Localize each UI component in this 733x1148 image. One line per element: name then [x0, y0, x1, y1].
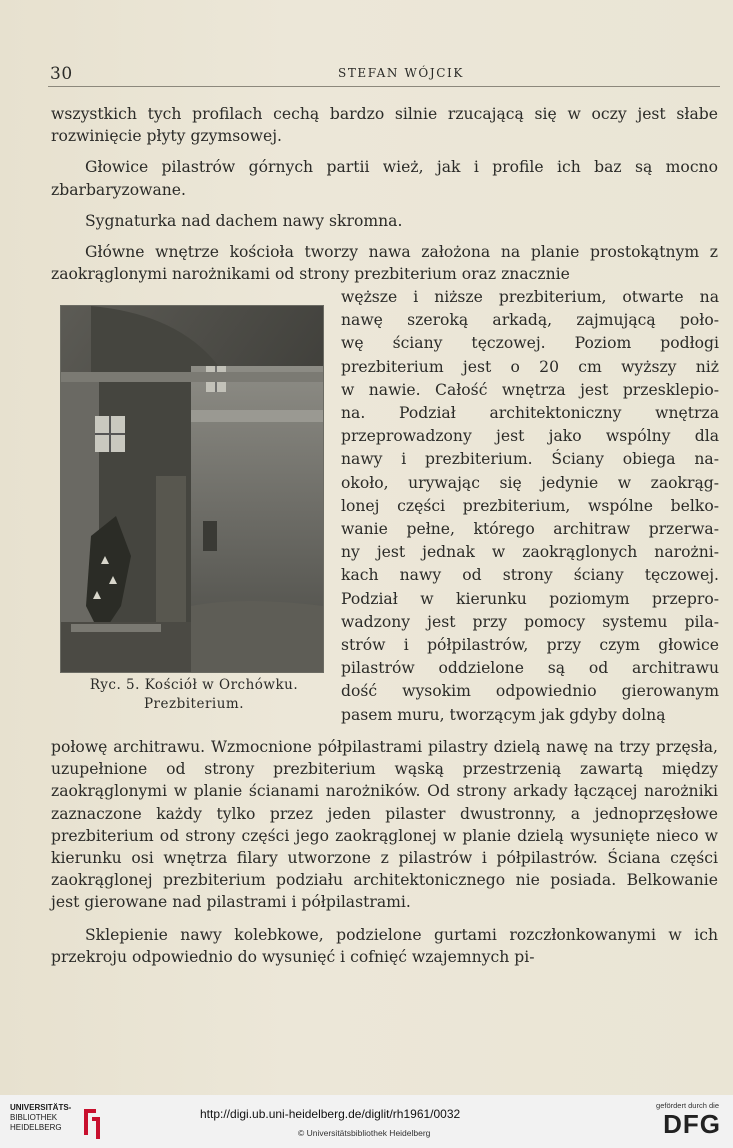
text-line: nawę szeroką arkadą, zajmującą poło- — [341, 311, 719, 330]
text-line: około, urywając się jedynie w zaokrąg- — [341, 473, 719, 492]
text-line: prezbiterium jest o 20 cm wyższy niż — [341, 357, 719, 376]
text-line: na. Podział architektoniczny wnętrza — [341, 404, 719, 423]
viewer-footer — [0, 1095, 733, 1148]
paragraph: Sygnaturka nad dachem nawy skromna. — [85, 211, 403, 230]
permalink-url[interactable]: http://digi.ub.uni-heidelberg.de/diglit/rh1961/0032 — [200, 1107, 461, 1121]
funding-note: gefördert durch die — [656, 1101, 719, 1110]
dfg-logo: DFG — [663, 1109, 721, 1139]
caption-title: Ryc. 5. Kościół w Orchówku. — [89, 677, 299, 693]
text-line: pasem muru, tworzącym jak gdyby dolną — [341, 705, 666, 724]
text-line: węższe i niższe prezbiterium, otwarte na — [341, 288, 719, 306]
paragraph: Sklepienie nawy kolebkowe, podzielone gurtami rozczłonkowanymi w ich przekroju odpowiednio do wysunięć i cofnięć wzajemnych pi- — [51, 925, 718, 966]
text-line: w nawie. Całość wnętrza jest przesklepio- — [341, 380, 719, 399]
text-line: kach nawy od strony ściany tęczowej. — [341, 566, 719, 585]
text-line: wanie pełne, którego architraw przerwa- — [341, 520, 719, 539]
paragraph: Główne wnętrze kościoła tworzy nawa założona na planie prostokątnym z zaokrąglonymi narożnikami od strony prezbiterium oraz znacznie — [51, 243, 718, 284]
library-name: UNIVERSITÄTS- BIBLIOTHEK HEIDELBERG — [10, 1103, 72, 1132]
text-beside-figure — [341, 286, 719, 727]
text-line: dość wysokim odpowiednio gierowanym — [341, 682, 719, 701]
text-line: wę ściany tęczowej. Poziom podłogi — [341, 334, 719, 353]
text-block-bottom — [51, 736, 718, 968]
paragraph: Głowice pilastrów górnych partii wież, jak i profile ich baz są mocno zbarbaryzowane. — [51, 158, 718, 199]
photo-illustration — [61, 306, 323, 672]
running-head: STEFAN WÓJCIK — [338, 66, 464, 80]
text-line: przeprowadzony jest jako wspólny dla — [341, 427, 719, 446]
caption-subtitle: Prezbiterium. — [143, 696, 245, 712]
text-line: ny jest jednak w zaokrąglonych narożni- — [341, 543, 719, 562]
paragraph: połowę architrawu. Wzmocnione półpilastrami pilastry dzielą nawę na trzy przęsła, uzupełnione od strony prezbiterium wąską przestrzenią zawartą między zaokrąglonymi w planie ścianami narożników. Od strony arkady łączącej narożniki zaznaczone każdy tylko przez jeden pilaster dwustronny, a jednoprzęsłowe prezbiterium od strony części jego zaokrąglonej w planie dzielą wysunięte nieco w kierunku osi wnętrza filary utworzone z pilastrów i półpilastrów. Ściana części zaokrąglonej prezbiterium podziału architektonicznego nie posiada. Belkowanie jest gierowane nad pilastrami i półpilastrami. — [51, 738, 718, 912]
text-line: Podział w kierunku poziomym przepro- — [341, 589, 719, 608]
page-header — [48, 64, 720, 87]
text-line: wadzony jest przy pomocy systemu pila- — [341, 612, 719, 631]
text-block-top — [51, 103, 718, 285]
figure-caption — [60, 676, 328, 714]
text-line: nawy i prezbiterium. Ściany obiega na- — [341, 450, 719, 469]
copyright-notice: © Universitätsbibliothek Heidelberg — [298, 1128, 431, 1138]
funder-block[interactable] — [645, 1101, 725, 1138]
text-line: strów i półpilastrów, przy czym głowice — [341, 636, 719, 655]
paragraph: wszystkich tych profilach cechą bardzo silnie rzucającą się w oczy jest słabe rozwinięcie płyty gzymsowej. — [51, 105, 718, 146]
page-number: 30 — [50, 64, 73, 84]
text-line: lonej części prezbiterium, wspólne belko- — [341, 496, 719, 515]
library-emblem-icon — [80, 1105, 104, 1139]
church-interior-photo — [60, 305, 324, 673]
library-logo[interactable] — [10, 1103, 120, 1143]
text-line: pilastrów oddzielone są od architrawu — [341, 659, 719, 678]
